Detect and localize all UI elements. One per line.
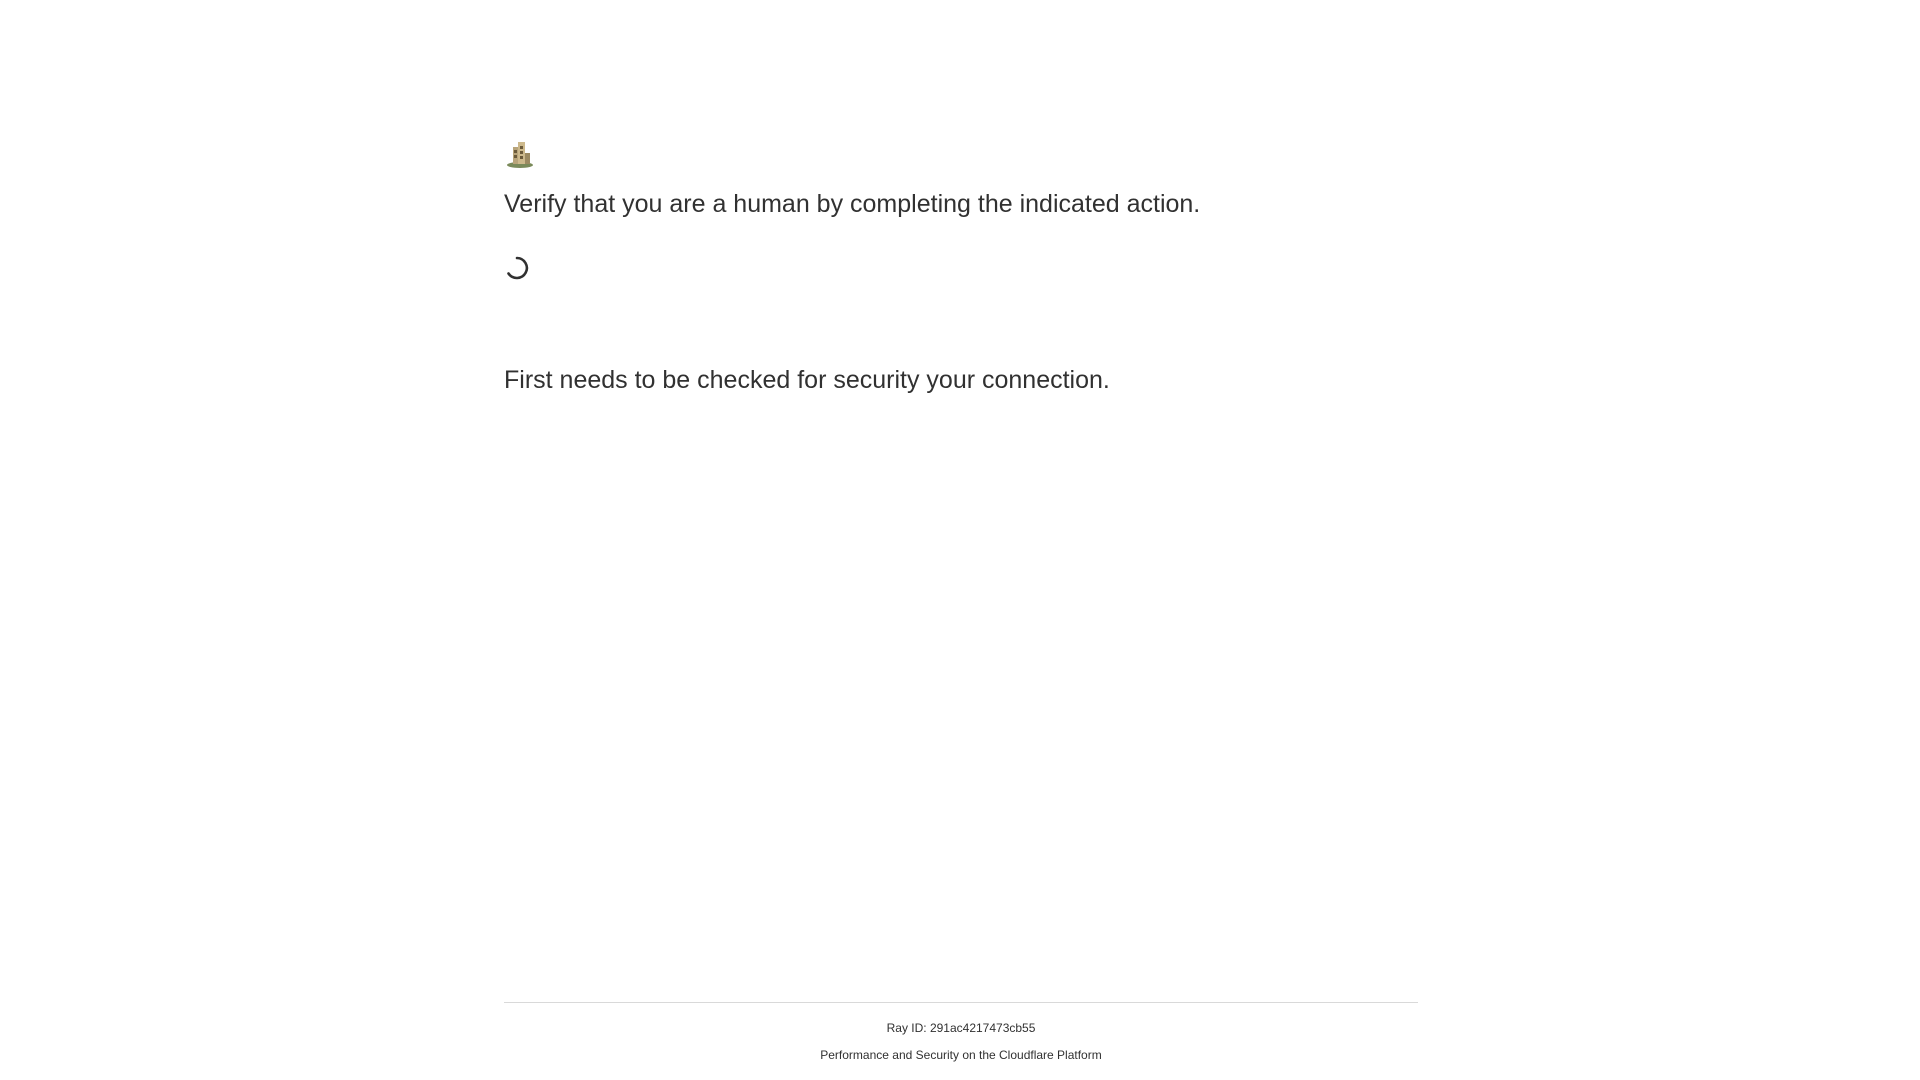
page-title: Verify that you are a human by completing the indicated action. xyxy=(504,190,1201,218)
status-message: First needs to be checked for security your connection. xyxy=(504,366,1110,394)
footer xyxy=(504,1002,1418,1063)
platform-credit: Performance and Security on the Cloudflare Platform xyxy=(820,1048,1102,1062)
loading-spinner-icon xyxy=(505,256,529,280)
ray-id: Ray ID: 291ac4217473cb55 xyxy=(886,1021,1036,1035)
main-content xyxy=(504,138,1418,394)
building-icon xyxy=(504,138,536,170)
